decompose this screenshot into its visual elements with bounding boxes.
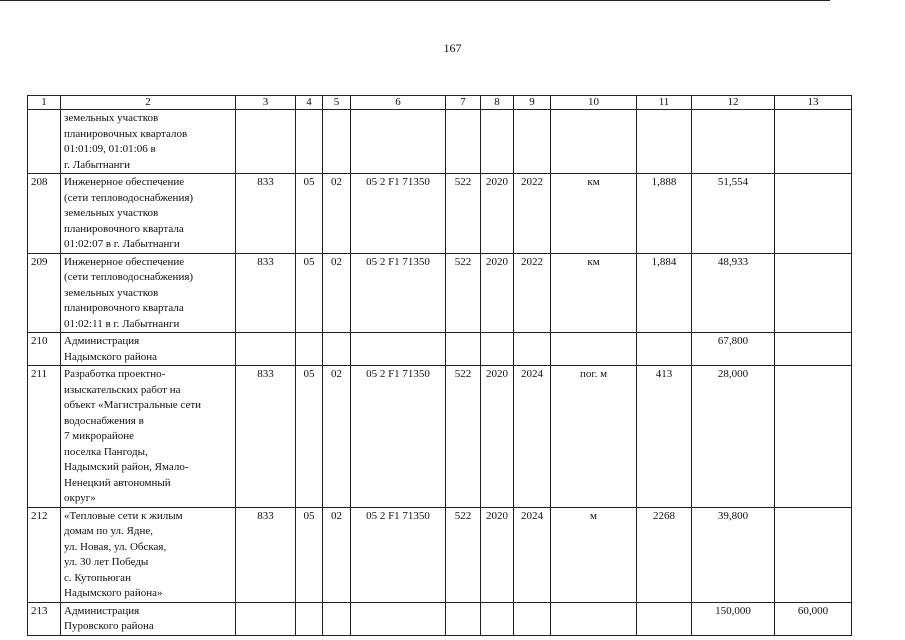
- table-row: [28, 602, 852, 635]
- cell-col11: [637, 602, 692, 635]
- cell-col6: 05 2 F1 71350: [351, 366, 446, 508]
- cell-col12: [692, 110, 775, 174]
- cell-col9: 2022: [514, 174, 551, 254]
- cell-col3: 833: [236, 507, 296, 602]
- cell-col7: [446, 333, 481, 366]
- cell-col11: [637, 333, 692, 366]
- cell-col10: км: [551, 174, 637, 254]
- header-cell-8: 8: [481, 96, 514, 110]
- budget-table: [27, 95, 852, 636]
- cell-col5: 02: [323, 174, 351, 254]
- row-description: Инженерное обеспечение (сети тепловодоснабжения) земельных участков планировочного квартала 01:02:11 в г. Лабытнанги: [61, 253, 236, 333]
- header-cell-11: 11: [637, 96, 692, 110]
- row-description: Разработка проектно- изыскательских работ на объект «Магистральные сети водоснабжения в 7 микрорайоне поселка Пангоды, Надымский район, Ямало- Ненецкий автономный округ»: [61, 366, 236, 508]
- cell-col5: [323, 602, 351, 635]
- cell-col4: 05: [296, 253, 323, 333]
- header-cell-1: 1: [28, 96, 61, 110]
- header-row: [28, 96, 852, 110]
- row-description: Администрация Надымского района: [61, 333, 236, 366]
- row-number: 212: [28, 507, 61, 602]
- cell-col4: 05: [296, 366, 323, 508]
- cell-col10: [551, 110, 637, 174]
- cell-col9: [514, 602, 551, 635]
- cell-col4: [296, 110, 323, 174]
- cell-col9: 2024: [514, 507, 551, 602]
- cell-col8: [481, 333, 514, 366]
- cell-col9: [514, 110, 551, 174]
- cell-col8: 2020: [481, 174, 514, 254]
- cell-col8: [481, 602, 514, 635]
- cell-col13: [775, 110, 852, 174]
- cell-col7: 522: [446, 174, 481, 254]
- top-rule: [0, 0, 830, 1]
- header-cell-12: 12: [692, 96, 775, 110]
- header-cell-5: 5: [323, 96, 351, 110]
- cell-col10: [551, 602, 637, 635]
- cell-col12: 28,000: [692, 366, 775, 508]
- row-description: Администрация Пуровского района: [61, 602, 236, 635]
- cell-col7: 522: [446, 507, 481, 602]
- cell-col5: 02: [323, 253, 351, 333]
- header-cell-3: 3: [236, 96, 296, 110]
- row-number: 208: [28, 174, 61, 254]
- header-cell-4: 4: [296, 96, 323, 110]
- row-number: 213: [28, 602, 61, 635]
- cell-col3: 833: [236, 366, 296, 508]
- header-cell-2: 2: [61, 96, 236, 110]
- cell-col9: [514, 333, 551, 366]
- cell-col10: м: [551, 507, 637, 602]
- row-number: 209: [28, 253, 61, 333]
- cell-col5: 02: [323, 366, 351, 508]
- table-row: [28, 366, 852, 508]
- row-description: «Тепловые сети к жилым домам по ул. Ядне, ул. Новая, ул. Обская, ул. 30 лет Победы с. Кутопьюган Надымского района»: [61, 507, 236, 602]
- page-number: 167: [443, 41, 462, 55]
- cell-col5: 02: [323, 507, 351, 602]
- cell-col10: км: [551, 253, 637, 333]
- cell-col7: [446, 110, 481, 174]
- cell-col6: [351, 333, 446, 366]
- cell-col7: [446, 602, 481, 635]
- cell-col6: 05 2 F1 71350: [351, 253, 446, 333]
- cell-col7: 522: [446, 253, 481, 333]
- cell-col13: [775, 507, 852, 602]
- cell-col3: 833: [236, 253, 296, 333]
- row-number: 211: [28, 366, 61, 508]
- header-cell-10: 10: [551, 96, 637, 110]
- cell-col13: [775, 366, 852, 508]
- cell-col9: 2024: [514, 366, 551, 508]
- cell-col6: [351, 602, 446, 635]
- cell-col12: 51,554: [692, 174, 775, 254]
- cell-col13: 60,000: [775, 602, 852, 635]
- cell-col11: [637, 110, 692, 174]
- cell-col8: 2020: [481, 253, 514, 333]
- table-row: [28, 333, 852, 366]
- cell-col13: [775, 253, 852, 333]
- cell-col4: [296, 333, 323, 366]
- cell-col13: [775, 174, 852, 254]
- cell-col6: 05 2 F1 71350: [351, 507, 446, 602]
- table-row: [28, 174, 852, 254]
- cell-col6: 05 2 F1 71350: [351, 174, 446, 254]
- row-number: 210: [28, 333, 61, 366]
- cell-col9: 2022: [514, 253, 551, 333]
- cell-col10: [551, 333, 637, 366]
- cell-col4: [296, 602, 323, 635]
- cell-col8: [481, 110, 514, 174]
- cell-col3: [236, 333, 296, 366]
- table-row: [28, 110, 852, 174]
- cell-col6: [351, 110, 446, 174]
- cell-col8: 2020: [481, 507, 514, 602]
- cell-col10: пог. м: [551, 366, 637, 508]
- table-row: [28, 507, 852, 602]
- cell-col7: 522: [446, 366, 481, 508]
- cell-col3: [236, 110, 296, 174]
- cell-col5: [323, 333, 351, 366]
- header-cell-7: 7: [446, 96, 481, 110]
- table-row: [28, 253, 852, 333]
- cell-col3: [236, 602, 296, 635]
- header-cell-9: 9: [514, 96, 551, 110]
- cell-col11: 1,888: [637, 174, 692, 254]
- cell-col12: 48,933: [692, 253, 775, 333]
- cell-col8: 2020: [481, 366, 514, 508]
- row-number: [28, 110, 61, 174]
- row-description: Инженерное обеспечение (сети тепловодоснабжения) земельных участков планировочного квартала 01:02:07 в г. Лабытнанги: [61, 174, 236, 254]
- cell-col4: 05: [296, 507, 323, 602]
- cell-col11: 413: [637, 366, 692, 508]
- cell-col13: [775, 333, 852, 366]
- header-cell-13: 13: [775, 96, 852, 110]
- row-description: земельных участков планировочных кварталов 01:01:09, 01:01:06 в г. Лабытнанги: [61, 110, 236, 174]
- cell-col12: 39,800: [692, 507, 775, 602]
- cell-col11: 2268: [637, 507, 692, 602]
- cell-col12: 150,000: [692, 602, 775, 635]
- header-cell-6: 6: [351, 96, 446, 110]
- cell-col11: 1,884: [637, 253, 692, 333]
- cell-col12: 67,800: [692, 333, 775, 366]
- cell-col5: [323, 110, 351, 174]
- cell-col4: 05: [296, 174, 323, 254]
- cell-col3: 833: [236, 174, 296, 254]
